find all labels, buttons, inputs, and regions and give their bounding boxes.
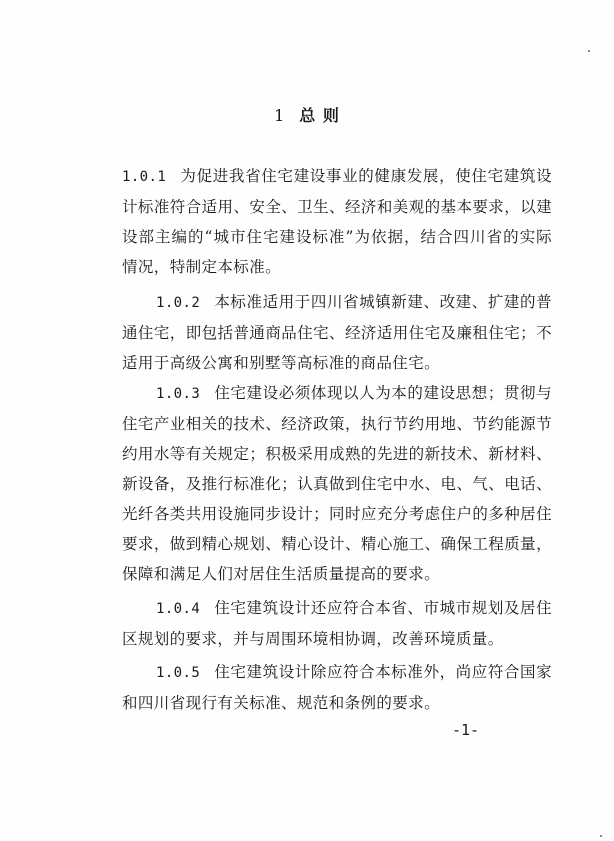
clause-text: 住宅建筑设计除应符合本标准外，尚应符合国家和四川省现行有关标准、规范和条例的要求。: [122, 663, 552, 712]
clause-text: 住宅建设必须体现以人为本的建设思想；贯彻与住宅产业相关的技术、经济政策，执行节约用地、节约能源节约用水等有关规定；积极采用成熟的先进的新技术、新材料、新设备，及推行标准化；认真做到住宅中水、电、气、电话、光纤各类共用设施同步设计；同时应充分考虑住户的多种居住要求，做到精心规划、精心设计、精心施工、确保工程质量，保障和满足人们对居住生活质量提高的要求。: [122, 384, 552, 583]
clause-number: 1.0.3: [156, 386, 201, 402]
scan-speck: [600, 835, 602, 837]
scan-speck: [588, 50, 590, 52]
clause-1-0-3: [122, 378, 552, 589]
clause-1-0-1: [122, 161, 552, 282]
page-number: -1-: [452, 721, 480, 739]
clause-1-0-4: [122, 593, 552, 654]
clause-number: 1.0.5: [156, 665, 201, 681]
clause-text: 住宅建筑设计还应符合本省、市城市规划及居住区规划的要求，并与周围环境相协调，改善环境质量。: [122, 599, 552, 648]
chapter-heading: [0, 103, 614, 126]
clause-number: 1.0.1: [122, 169, 167, 185]
clause-text: 为促进我省住宅建设事业的健康发展，使住宅建筑设计标准符合适用、安全、卫生、经济和美观的基本要求，以建设部主编的“城市住宅建设标准”为依据，结合四川省的实际情况，特制定本标准。: [122, 167, 552, 276]
clause-1-0-2: [122, 287, 552, 378]
clause-number: 1.0.2: [156, 295, 201, 311]
chapter-title: 总 则: [299, 106, 340, 125]
clause-number: 1.0.4: [156, 601, 201, 617]
chapter-number: 1: [274, 106, 286, 125]
clause-text: 本标准适用于四川省城镇新建、改建、扩建的普通住宅，即包括普通商品住宅、经济适用住宅及廉租住宅；不适用于高级公寓和别墅等高标准的商品住宅。: [122, 293, 552, 372]
clause-1-0-5: [122, 657, 552, 718]
